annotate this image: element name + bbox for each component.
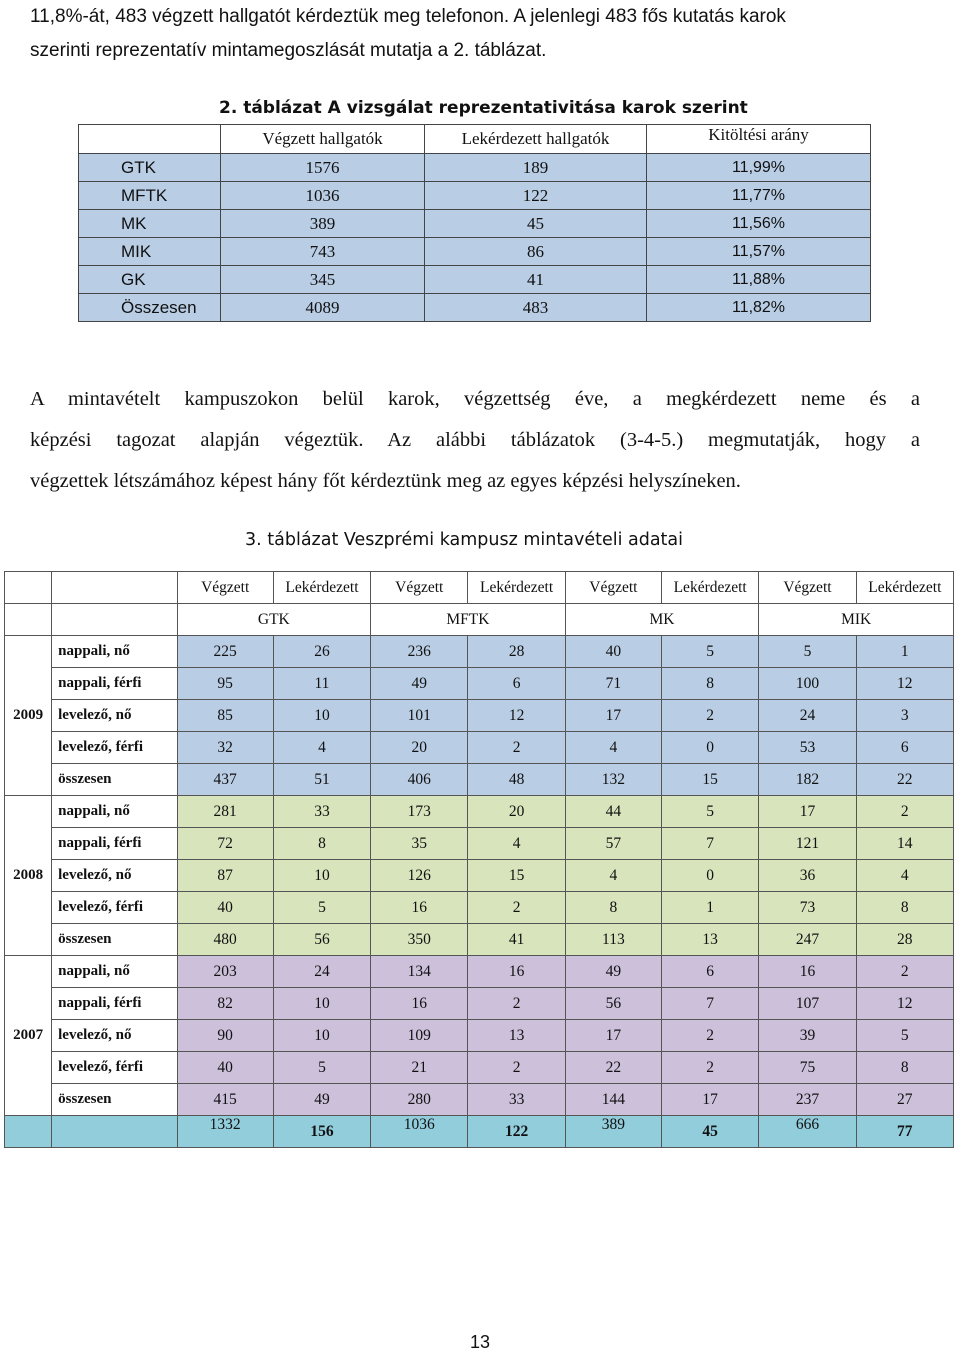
- table3-cell: 13: [662, 924, 759, 956]
- faculty-label: MIK: [79, 238, 221, 266]
- header-empty-cell: [52, 572, 177, 604]
- table3-cell: 82: [177, 988, 273, 1020]
- table3-cell: 4: [468, 828, 565, 860]
- table3-cell: 2: [856, 956, 953, 988]
- table3-body: [5, 636, 954, 1148]
- table3-cell: 8: [856, 892, 953, 924]
- table3-cell: 2: [856, 796, 953, 828]
- table3-cell: 8: [565, 892, 661, 924]
- category-label: összesen: [52, 924, 177, 956]
- table3-cell: 1: [856, 636, 953, 668]
- table3-cell: 13: [468, 1020, 565, 1052]
- table3-row: [5, 988, 954, 1020]
- table3-cell: 0: [662, 732, 759, 764]
- table3-cell: 22: [856, 764, 953, 796]
- category-label: nappali, nő: [52, 796, 177, 828]
- graduates-value: 743: [221, 238, 425, 266]
- table3-cell: 109: [371, 1020, 468, 1052]
- table3-cell: 28: [856, 924, 953, 956]
- method-paragraph: [30, 379, 920, 502]
- table3-cell: 437: [177, 764, 273, 796]
- faculty-label: MK: [79, 210, 221, 238]
- graduates-value: 1036: [221, 182, 425, 210]
- table2-row: [79, 266, 871, 294]
- table3-row: [5, 1020, 954, 1052]
- header-empty-cell: [79, 125, 221, 154]
- table3-cell: 73: [759, 892, 856, 924]
- table3-cell: 32: [177, 732, 273, 764]
- category-label: levelező, férfi: [52, 1052, 177, 1084]
- table3-cell: 17: [662, 1084, 759, 1116]
- header-graduates: Végzett hallgatók: [221, 125, 425, 154]
- category-label: nappali, nő: [52, 956, 177, 988]
- table3-cell: 101: [371, 700, 468, 732]
- rate-value: 11,56%: [647, 210, 871, 238]
- table3-cell: 49: [371, 668, 468, 700]
- table3-cell: 53: [759, 732, 856, 764]
- table3-cell: 0: [662, 860, 759, 892]
- table3-caption: 3. táblázat Veszprémi kampusz mintavételi adatai: [245, 530, 684, 550]
- total-cell: 666: [759, 1116, 856, 1148]
- table3-cell: 35: [371, 828, 468, 860]
- table3-cell: 20: [468, 796, 565, 828]
- table3-cell: 39: [759, 1020, 856, 1052]
- table3-cell: 113: [565, 924, 661, 956]
- table3-cell: 4: [565, 860, 661, 892]
- table3-cell: 8: [662, 668, 759, 700]
- table3-cell: 15: [662, 764, 759, 796]
- column-header: Végzett: [565, 572, 661, 604]
- header-rate: Kitöltési arány: [647, 125, 871, 154]
- table3-cell: 406: [371, 764, 468, 796]
- table3-cell: 16: [759, 956, 856, 988]
- method-line-3: végzettek létszámához képest hány főt kérdeztünk meg az egyes képzési helyszíneken.: [30, 470, 741, 492]
- rate-value: 11,57%: [647, 238, 871, 266]
- table3-cell: 40: [177, 1052, 273, 1084]
- table3-cell: 6: [468, 668, 565, 700]
- surveyed-value: 41: [425, 266, 647, 294]
- total-cell: 45: [662, 1116, 759, 1148]
- table3-cell: 40: [565, 636, 661, 668]
- table3-cell: 225: [177, 636, 273, 668]
- category-label: nappali, férfi: [52, 668, 177, 700]
- table3-row: [5, 796, 954, 828]
- table3-cell: 134: [371, 956, 468, 988]
- table3-row: [5, 764, 954, 796]
- table3-cell: 75: [759, 1052, 856, 1084]
- table3-cell: 17: [759, 796, 856, 828]
- faculty-label: GK: [79, 266, 221, 294]
- table3-cell: 27: [856, 1084, 953, 1116]
- table3-cell: 56: [273, 924, 370, 956]
- year-label: 2007: [5, 956, 52, 1116]
- table3-cell: 2: [662, 700, 759, 732]
- table3-cell: 237: [759, 1084, 856, 1116]
- category-label: összesen: [52, 1084, 177, 1116]
- header-empty-cell: [5, 604, 52, 636]
- total-cell: 77: [856, 1116, 953, 1148]
- table3-cell: 173: [371, 796, 468, 828]
- table3-cell: 5: [856, 1020, 953, 1052]
- faculty-header: MFTK: [371, 604, 566, 636]
- veszprem-campus-table: [4, 571, 954, 1148]
- table3-cell: 2: [468, 1052, 565, 1084]
- table3-cell: 2: [468, 892, 565, 924]
- intro-paragraph: [30, 0, 930, 68]
- rate-value: 11,82%: [647, 294, 871, 322]
- table3-row: [5, 1084, 954, 1116]
- totals-empty-cell: [52, 1116, 177, 1148]
- table3-cell: 121: [759, 828, 856, 860]
- table3-cell: 85: [177, 700, 273, 732]
- page-number: 13: [469, 1332, 491, 1352]
- table2-body: [79, 154, 871, 322]
- header-empty-cell: [5, 572, 52, 604]
- column-header: Végzett: [177, 572, 273, 604]
- intro-line-2: szerinti reprezentatív mintamegoszlását mutatja a 2. táblázat.: [30, 40, 547, 61]
- table3-cell: 41: [468, 924, 565, 956]
- surveyed-value: 189: [425, 154, 647, 182]
- table3-cell: 44: [565, 796, 661, 828]
- table3-cell: 36: [759, 860, 856, 892]
- column-header: Lekérdezett: [273, 572, 370, 604]
- table3-cell: 56: [565, 988, 661, 1020]
- table2-row: [79, 154, 871, 182]
- table3-cell: 1: [662, 892, 759, 924]
- surveyed-value: 483: [425, 294, 647, 322]
- table3-cell: 16: [371, 892, 468, 924]
- header-empty-cell: [52, 604, 177, 636]
- surveyed-value: 86: [425, 238, 647, 266]
- table3-cell: 203: [177, 956, 273, 988]
- table2-row: [79, 294, 871, 322]
- table3-row: [5, 700, 954, 732]
- method-line-2: képzési tagozat alapján végeztük. Az alábbi táblázatok (3-4-5.) megmutatják, hogy a: [30, 429, 920, 451]
- category-label: levelező, férfi: [52, 732, 177, 764]
- table3-cell: 49: [273, 1084, 370, 1116]
- total-cell: 389: [565, 1116, 661, 1148]
- table3-cell: 182: [759, 764, 856, 796]
- graduates-value: 389: [221, 210, 425, 238]
- table3-cell: 144: [565, 1084, 661, 1116]
- category-label: levelező, nő: [52, 700, 177, 732]
- category-label: levelező, nő: [52, 860, 177, 892]
- category-label: nappali, nő: [52, 636, 177, 668]
- surveyed-value: 122: [425, 182, 647, 210]
- faculty-header: MK: [565, 604, 759, 636]
- table3-cell: 8: [856, 1052, 953, 1084]
- table3-cell: 4: [565, 732, 661, 764]
- table3-cell: 20: [371, 732, 468, 764]
- graduates-value: 345: [221, 266, 425, 294]
- table3-cell: 72: [177, 828, 273, 860]
- table2-caption: 2. táblázat A vizsgálat reprezentativitása karok szerint: [219, 98, 748, 118]
- table3-cell: 2: [468, 988, 565, 1020]
- column-header: Végzett: [371, 572, 468, 604]
- table3-cell: 51: [273, 764, 370, 796]
- table3-cell: 4: [273, 732, 370, 764]
- table3-cell: 281: [177, 796, 273, 828]
- category-label: nappali, férfi: [52, 988, 177, 1020]
- table3-head: [5, 572, 954, 636]
- table3-cell: 24: [759, 700, 856, 732]
- table3-cell: 280: [371, 1084, 468, 1116]
- table3-cell: 415: [177, 1084, 273, 1116]
- table3-cell: 14: [856, 828, 953, 860]
- year-label: 2009: [5, 636, 52, 796]
- graduates-value: 1576: [221, 154, 425, 182]
- table3-row: [5, 1052, 954, 1084]
- table3-cell: 26: [273, 636, 370, 668]
- table3-cell: 247: [759, 924, 856, 956]
- year-label: 2008: [5, 796, 52, 956]
- table3-row: [5, 924, 954, 956]
- rate-value: 11,99%: [647, 154, 871, 182]
- table3-cell: 28: [468, 636, 565, 668]
- table2-row: [79, 182, 871, 210]
- total-cell: 1332: [177, 1116, 273, 1148]
- table3-cell: 350: [371, 924, 468, 956]
- table3-row: [5, 636, 954, 668]
- table3-cell: 17: [565, 1020, 661, 1052]
- totals-row: [5, 1116, 954, 1148]
- header-surveyed: Lekérdezett hallgatók: [425, 125, 647, 154]
- table3-cell: 5: [662, 636, 759, 668]
- table3-cell: 6: [856, 732, 953, 764]
- category-label: összesen: [52, 764, 177, 796]
- table3-cell: 6: [662, 956, 759, 988]
- table3-cell: 17: [565, 700, 661, 732]
- column-header: Lekérdezett: [662, 572, 759, 604]
- column-header: Lekérdezett: [856, 572, 953, 604]
- method-line-1: A mintavételt kampuszokon belül karok, végzettség éve, a megkérdezett neme és a: [30, 388, 920, 410]
- table3-cell: 11: [273, 668, 370, 700]
- column-header: Végzett: [759, 572, 856, 604]
- table3-cell: 10: [273, 700, 370, 732]
- table3-cell: 12: [856, 668, 953, 700]
- table3-faculty-row: [5, 604, 954, 636]
- table3-row: [5, 732, 954, 764]
- table3-row: [5, 828, 954, 860]
- table3-cell: 5: [273, 892, 370, 924]
- table2-row: [79, 210, 871, 238]
- table3-header-row: [5, 572, 954, 604]
- table3-cell: 5: [759, 636, 856, 668]
- table3-cell: 7: [662, 828, 759, 860]
- category-label: nappali, férfi: [52, 828, 177, 860]
- faculty-label: MFTK: [79, 182, 221, 210]
- table3-row: [5, 668, 954, 700]
- table3-cell: 15: [468, 860, 565, 892]
- table3-cell: 126: [371, 860, 468, 892]
- table3-cell: 33: [468, 1084, 565, 1116]
- table3-cell: 8: [273, 828, 370, 860]
- table3-cell: 49: [565, 956, 661, 988]
- table3-cell: 12: [468, 700, 565, 732]
- table3-cell: 10: [273, 860, 370, 892]
- table3-cell: 480: [177, 924, 273, 956]
- table3-cell: 33: [273, 796, 370, 828]
- table3-cell: 90: [177, 1020, 273, 1052]
- representativeness-table: [78, 124, 871, 322]
- table3-cell: 5: [662, 796, 759, 828]
- table2-row: [79, 238, 871, 266]
- faculty-header: GTK: [177, 604, 371, 636]
- table3-cell: 2: [662, 1020, 759, 1052]
- table3-cell: 2: [468, 732, 565, 764]
- table3-cell: 22: [565, 1052, 661, 1084]
- table3-cell: 2: [662, 1052, 759, 1084]
- table3-cell: 48: [468, 764, 565, 796]
- table3-cell: 100: [759, 668, 856, 700]
- table3-cell: 10: [273, 1020, 370, 1052]
- table3-cell: 236: [371, 636, 468, 668]
- table3-cell: 87: [177, 860, 273, 892]
- total-cell: 1036: [371, 1116, 468, 1148]
- table3-cell: 16: [468, 956, 565, 988]
- faculty-header: MIK: [759, 604, 954, 636]
- rate-value: 11,77%: [647, 182, 871, 210]
- table3-cell: 132: [565, 764, 661, 796]
- table3-cell: 7: [662, 988, 759, 1020]
- faculty-label: GTK: [79, 154, 221, 182]
- table3-cell: 40: [177, 892, 273, 924]
- table3-cell: 12: [856, 988, 953, 1020]
- intro-line-1: 11,8%-át, 483 végzett hallgatót kérdeztük meg telefonon. A jelenlegi 483 fős kutatás karok: [30, 6, 786, 27]
- rate-value: 11,88%: [647, 266, 871, 294]
- category-label: levelező, férfi: [52, 892, 177, 924]
- table3-row: [5, 860, 954, 892]
- table3-cell: 4: [856, 860, 953, 892]
- table3-row: [5, 956, 954, 988]
- table3-cell: 16: [371, 988, 468, 1020]
- total-cell: 156: [273, 1116, 370, 1148]
- table3-cell: 95: [177, 668, 273, 700]
- category-label: levelező, nő: [52, 1020, 177, 1052]
- table3-cell: 10: [273, 988, 370, 1020]
- table3-cell: 5: [273, 1052, 370, 1084]
- table3-row: [5, 892, 954, 924]
- table3-cell: 21: [371, 1052, 468, 1084]
- total-cell: 122: [468, 1116, 565, 1148]
- table3-cell: 24: [273, 956, 370, 988]
- graduates-value: 4089: [221, 294, 425, 322]
- table3-cell: 71: [565, 668, 661, 700]
- totals-empty-cell: [5, 1116, 52, 1148]
- table3-cell: 107: [759, 988, 856, 1020]
- table3-cell: 3: [856, 700, 953, 732]
- table3-cell: 57: [565, 828, 661, 860]
- faculty-label: Összesen: [79, 294, 221, 322]
- surveyed-value: 45: [425, 210, 647, 238]
- column-header: Lekérdezett: [468, 572, 565, 604]
